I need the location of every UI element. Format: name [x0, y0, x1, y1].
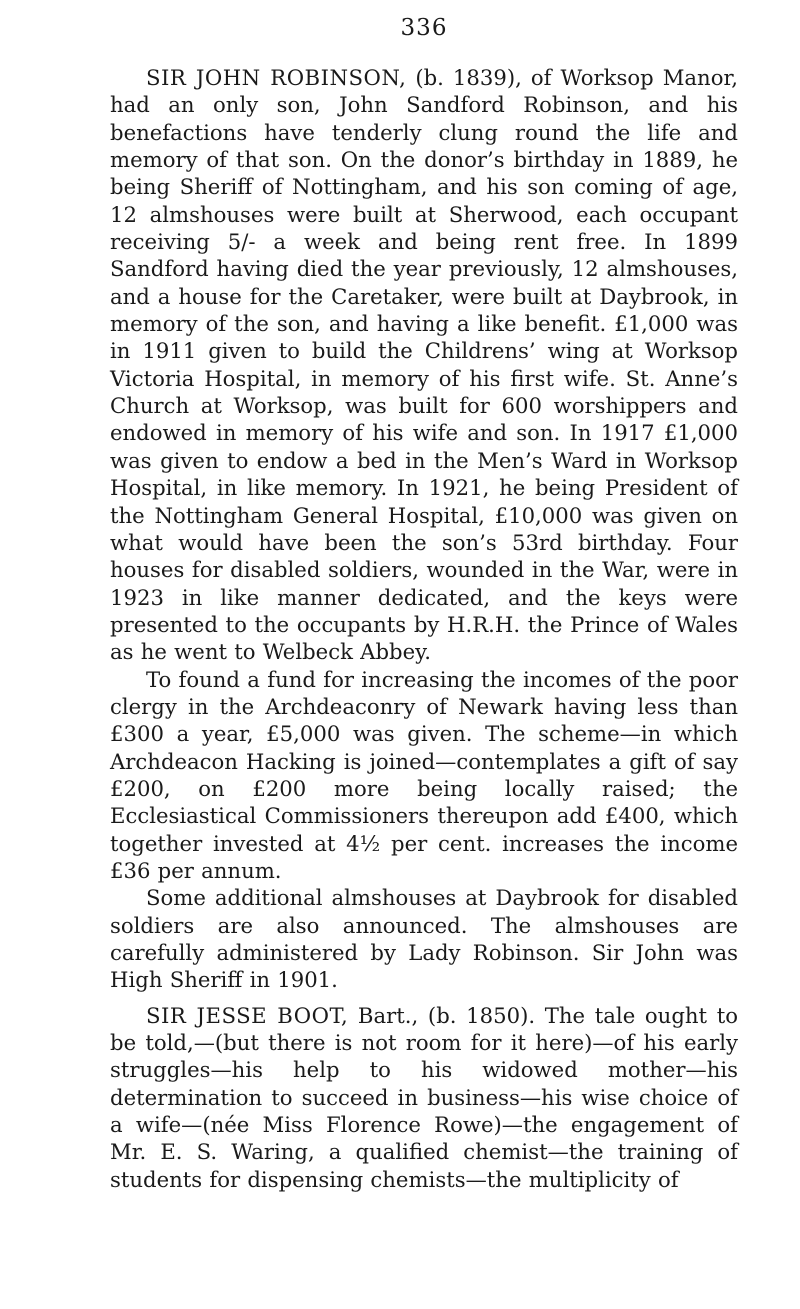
name-jesse-boot: SIR JESSE BOOT,: [146, 1002, 349, 1028]
paragraph-john-robinson: [110, 64, 738, 666]
paragraph-text: Bart., (b. 1850). The tale ought to be told,—(but there is not room for it here)—of his early struggles—his help to his widowed mother—his determination to succeed in business—his wise choice of a wife—(née Miss Florence Rowe)—the engagement of Mr. E. S. Waring, a qualified chemist—the training of students for dispensing chemists—the multiplicity of: [110, 1002, 738, 1192]
paragraph-almshouses: [110, 884, 738, 993]
paragraph-text: To found a fund for increasing the incomes of the poor clergy in the Archdeaconry of Newark having less than £300 a year, £5,000 was given. The scheme—in which Archdeacon Hacking is joined—contemplates a gift of say £200, on £200 more being locally raised; the Ecclesiastical Commissioners thereupon add £400, which together invested at 4½ per cent. increases the income £36 per annum.: [110, 666, 738, 883]
paragraph-text: Some additional almshouses at Daybrook for disabled soldiers are also announced. The almshouses are carefully administered by Lady Robinson. Sir John was High Sheriff in 1901.: [110, 885, 738, 993]
paragraph-jesse-boot: [110, 1002, 738, 1193]
page-number: 336: [400, 15, 448, 41]
paragraph-clergy-fund: [110, 666, 738, 885]
name-john-robinson: SIR JOHN ROBINSON,: [146, 65, 407, 90]
paragraph-text: (b. 1839), of Worksop Manor, had an only son, John Sandford Robinson, and his benefactions have tenderly clung round the life and memory of that son. On the donor’s birthday in 1889, he being Sheriff of Nottingham, and his son coming of age, 12 almshouses were built at Sherwood, each occupant receiving 5/- a week and being rent free. In 1899 Sandford having died the year previously, 12 almshouses, and a house for the Caretaker, were built at Daybrook, in memory of the son, and having a like benefit. £1,000 was in 1911 given to build the Childrens’ wing at Worksop Victoria Hospital, in memory of his first wife. St. Anne’s Church at Worksop, was built for 600 worshippers and endowed in memory of his wife and son. In 1917 £1,000 was given to endow a bed in the Men’s Ward in Worksop Hospital, in like memory. In 1921, he being President of the Nottingham General Hospital, £10,000 was given on what would have been the son’s 53rd birthday. Four houses for disabled soldiers, wounded in the War, were in 1923 in like manner dedicated, and the keys were presented to the occupants by H.R.H. the Prince of Wales as he went to Welbeck Abbey.: [110, 65, 738, 665]
